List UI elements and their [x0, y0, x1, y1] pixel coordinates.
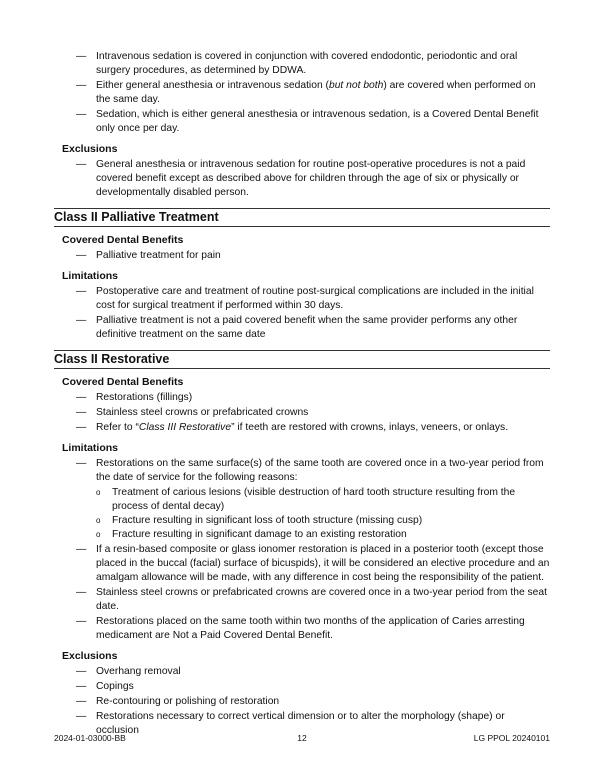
list-item: — Intravenous sedation is covered in conjunction with covered endodontic, periodontic and oral surgery procedures, as determined by DDWA.	[76, 51, 518, 76]
sub-list-item: o Fracture resulting in significant damage to an existing restoration	[96, 529, 407, 540]
exclusions-heading: Exclusions	[62, 143, 118, 155]
list-item: — Copings	[76, 681, 134, 692]
covered-benefits-heading: Covered Dental Benefits	[62, 234, 184, 246]
list-item: — Palliative treatment for pain	[76, 250, 221, 261]
sub-list-item: o Treatment of carious lesions (visible destruction of hard tooth structure resulting from the process of dental decay)	[96, 487, 516, 512]
dash-bullet: —	[76, 681, 87, 692]
dash-bullet: —	[76, 392, 87, 403]
circle-bullet: o	[96, 488, 101, 497]
dash-bullet: —	[76, 711, 87, 722]
reasons-sublist	[96, 486, 550, 542]
list-item: — Stainless steel crowns or prefabricated crowns	[76, 407, 309, 418]
dash-bullet: —	[76, 51, 87, 62]
palliative-limitations-list	[62, 285, 550, 342]
list-item: — Re-contouring or polishing of restoration	[76, 696, 280, 707]
sub-list-item: o Fracture resulting in significant loss of tooth structure (missing cusp)	[96, 515, 423, 526]
document-code: 2024-01-03000-BB	[54, 733, 126, 743]
list-item: — Restorations (fillings)	[76, 392, 193, 403]
circle-bullet: o	[96, 516, 101, 525]
sedation-list	[62, 50, 550, 136]
list-item: — Postoperative care and treatment of routine post-surgical complications are included in the initial cost for surgical treatment if performed within 30 days.	[76, 286, 534, 311]
dash-bullet: —	[76, 458, 87, 469]
dash-bullet: —	[76, 315, 87, 326]
section-title-palliative: Class II Palliative Treatment	[54, 208, 550, 227]
plan-code: LG PPOL 20240101	[473, 733, 550, 743]
page-number: 12	[297, 733, 307, 743]
dash-bullet: —	[76, 109, 87, 120]
list-item: — Restorations placed on the same tooth within two months of the application of Caries arresting medicament are Not a Paid Covered Dental Benefit.	[76, 616, 525, 641]
dash-bullet: —	[76, 159, 87, 170]
restorative-exclusions-list	[62, 665, 550, 738]
dash-bullet: —	[76, 407, 87, 418]
limitations-heading: Limitations	[62, 270, 119, 282]
page-footer	[54, 732, 550, 744]
restorative-benefits-list	[62, 391, 550, 435]
dash-bullet: —	[76, 250, 87, 261]
list-item: — If a resin-based composite or glass ionomer restoration is placed in a posterior tooth (except those placed in the buccal (facial) surface of bicuspids), it will be considered an elective procedure and an amalgam allowance will be made, with any difference in cost being the responsibility of the patient.	[76, 544, 550, 583]
list-item: — General anesthesia or intravenous sedation for routine post-operative procedures is not a paid covered benefit except as described above for children through the age of six or physically or developmentally disabled person.	[76, 159, 526, 198]
dash-bullet: —	[76, 422, 87, 433]
list-item: — Sedation, which is either general anesthesia or intravenous sedation, is a Covered Dental Benefit only once per day.	[76, 109, 539, 134]
limitations-heading: Limitations	[62, 442, 119, 454]
list-item: — Stainless steel crowns or prefabricated crowns are covered once in a two-year period from the seat date.	[76, 587, 547, 612]
covered-benefits-heading: Covered Dental Benefits	[62, 376, 184, 388]
intro-exclusions-list	[62, 158, 550, 200]
dash-bullet: —	[76, 587, 87, 598]
list-item: — Restorations necessary to correct vertical dimension or to alter the morphology (shape) or occlusion	[76, 711, 505, 736]
section-title-restorative: Class II Restorative	[54, 350, 550, 369]
dash-bullet: —	[76, 286, 87, 297]
list-item: — Restorations on the same surface(s) of the same tooth are covered once in a two-year period from the date of service for the following reasons: o Treatment of carious lesions (visible destruction of hard tooth structure resulting from the process of dental decay) o Fracture resulting in significant loss of tooth structure (missing cusp) o Fracture resulting in significant damage to an existing restoration	[62, 457, 550, 542]
dash-bullet: —	[76, 666, 87, 677]
palliative-benefits-list	[62, 249, 550, 263]
restorative-limitations-list	[62, 457, 550, 643]
list-item: — Either general anesthesia or intravenous sedation (but not both) are covered when performed on the same day.	[76, 80, 536, 105]
dash-bullet: —	[76, 616, 87, 627]
dash-bullet: —	[76, 696, 87, 707]
list-item: — Overhang removal	[76, 666, 181, 677]
page-content	[54, 50, 550, 739]
circle-bullet: o	[96, 530, 101, 539]
dash-bullet: —	[76, 544, 87, 555]
list-item: — Refer to “Class III Restorative” if teeth are restored with crowns, inlays, veneers, or onlays.	[76, 422, 509, 433]
exclusions-heading: Exclusions	[62, 650, 118, 662]
dash-bullet: —	[76, 80, 87, 91]
list-item: — Palliative treatment is not a paid covered benefit when the same provider performs any other definitive treatment on the same date	[76, 315, 518, 340]
